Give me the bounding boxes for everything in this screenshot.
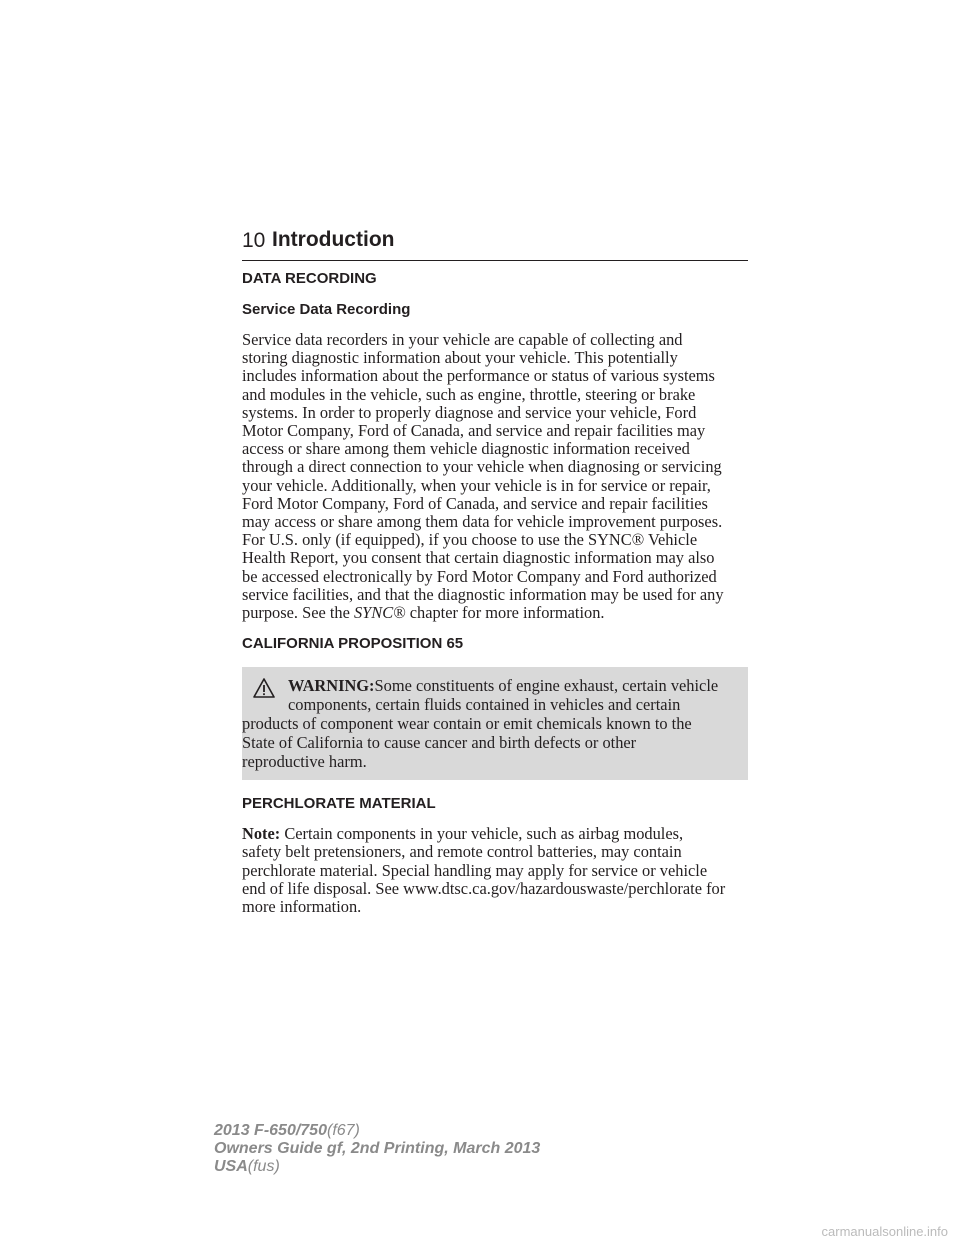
page-number: 10 — [242, 229, 266, 252]
footer-line-1 — [214, 1122, 540, 1140]
text-line: perchlorate material. Special handling may apply for service or vehicle — [242, 860, 708, 880]
text-line: reproductive harm. — [242, 752, 367, 772]
text-line: State of California to cause cancer and birth defects or other — [242, 733, 637, 753]
text-line: systems. In order to properly diagnose and service your vehicle, Ford — [242, 402, 697, 422]
text-line: service facilities, and that the diagnostic information may be used for any — [242, 584, 724, 604]
footer-line-2: Owners Guide gf, 2nd Printing, March 2013 — [214, 1140, 541, 1157]
heading-service-data-recording: Service Data Recording — [242, 301, 411, 318]
text-segment: chapter for more information. — [405, 603, 605, 623]
text-line: access or share among them vehicle diagnostic information received — [242, 439, 690, 459]
section-title: Introduction — [272, 228, 395, 251]
text-line: and modules in the vehicle, such as engine, throttle, steering or brake — [242, 384, 696, 404]
text-line: Health Report, you consent that certain diagnostic information may also — [242, 548, 715, 568]
warning-label: WARNING: — [288, 676, 375, 696]
text-segment: Some constituents of engine exhaust, certain vehicle — [374, 676, 719, 696]
text-segment: Certain components in your vehicle, such as airbag modules, — [284, 824, 684, 844]
text-line: through a direct connection to your vehicle when diagnosing or servicing — [242, 457, 722, 477]
text-line: be accessed electronically by Ford Motor Company and Ford authorized — [242, 566, 717, 586]
sync-chapter-reference: SYNC® — [353, 603, 406, 623]
text-line-last — [242, 604, 762, 622]
service-paragraph — [242, 331, 762, 622]
note-label: Note: — [242, 824, 281, 844]
page-header — [242, 228, 748, 261]
heading-data-recording: DATA RECORDING — [242, 270, 377, 287]
text-line: For U.S. only (if equipped), if you choose to use the SYNC® Vehicle — [242, 530, 698, 550]
text-line: your vehicle. Additionally, when your vehicle is in for service or repair, — [242, 475, 711, 495]
warning-box — [242, 667, 748, 780]
text-line: more information. — [242, 897, 362, 917]
text-line: components, certain fluids contained in vehicles and certain — [288, 695, 681, 715]
note-paragraph — [242, 825, 762, 916]
text-line: end of life disposal. See www.dtsc.ca.gov/hazardouswaste/perchlorate for — [242, 878, 726, 898]
note-first-line — [242, 825, 762, 843]
text-line: safety belt pretensioners, and remote control batteries, may contain — [242, 842, 682, 862]
page-content — [242, 269, 762, 916]
text-segment: purpose. See the — [242, 603, 354, 623]
footer-model: 2013 F-650/750 — [214, 1122, 327, 1139]
warning-triangle-icon — [253, 677, 275, 699]
text-line: products of component wear contain or emit chemicals known to the — [242, 714, 692, 734]
footer-market: USA — [214, 1158, 248, 1175]
text-line: Motor Company, Ford of Canada, and service and repair facilities may — [242, 421, 706, 441]
heading-perchlorate-material: PERCHLORATE MATERIAL — [242, 795, 436, 813]
footer-line-3 — [214, 1158, 540, 1176]
text-line: includes information about the performance or status of various systems — [242, 366, 715, 386]
footer-market-code: (fus) — [247, 1158, 280, 1175]
text-line: Ford Motor Company, Ford of Canada, and service and repair facilities — [242, 493, 708, 513]
heading-california-proposition-65: CALIFORNIA PROPOSITION 65 — [242, 635, 464, 653]
text-line: may access or share among them data for vehicle improvement purposes. — [242, 512, 723, 532]
text-line: storing diagnostic information about your vehicle. This potentially — [242, 348, 678, 368]
text-line: Service data recorders in your vehicle are capable of collecting and — [242, 330, 683, 349]
warning-first-line — [242, 676, 738, 695]
footer-model-code: (f67) — [326, 1122, 360, 1139]
watermark-text: carmanualsonline.info — [821, 1224, 948, 1239]
page-footer — [214, 1122, 540, 1176]
